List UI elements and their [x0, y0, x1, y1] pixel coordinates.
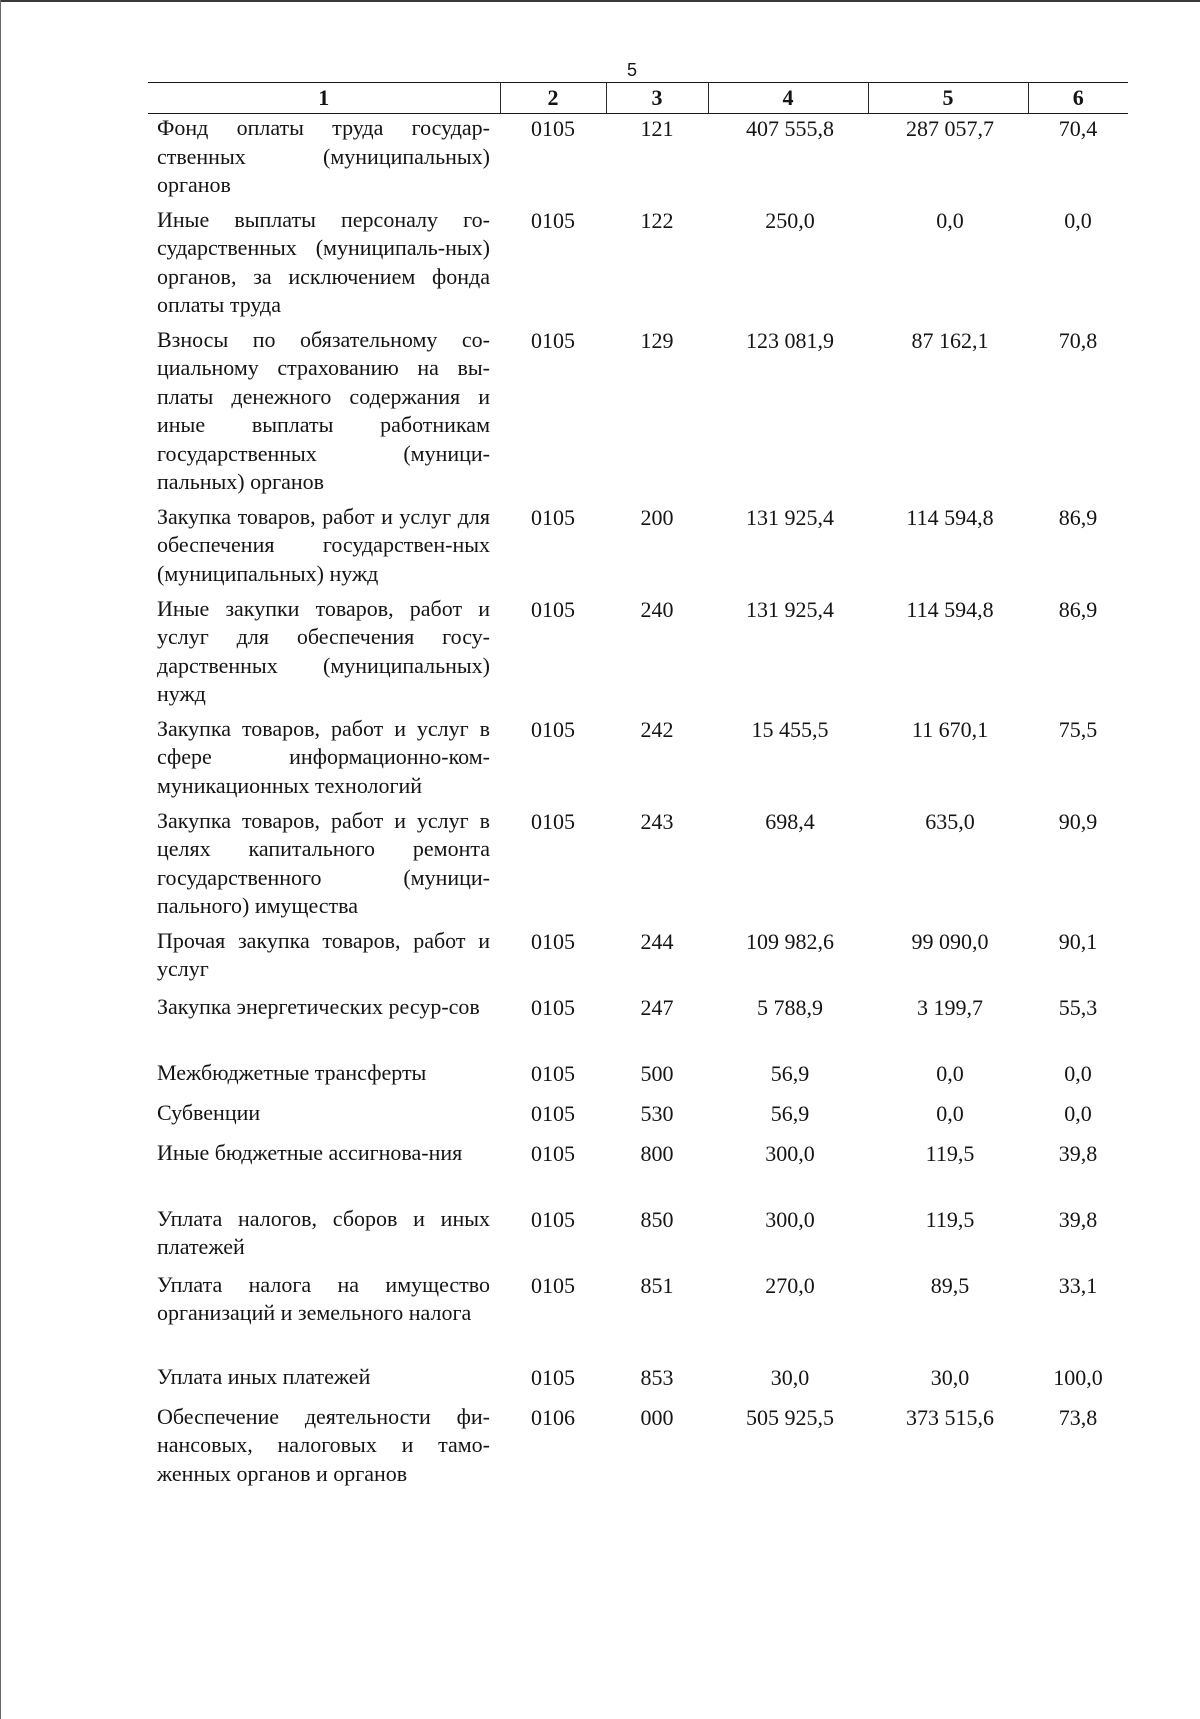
header-col-1: 1	[148, 83, 500, 114]
table-row	[148, 993, 1128, 1059]
header-col-3: 3	[606, 83, 708, 114]
table-row	[148, 715, 1128, 807]
table-row	[148, 326, 1128, 503]
row-execution-percent: 70,8	[1058, 327, 1098, 353]
row-section-code: 0105	[531, 994, 575, 1020]
row-section-code: 0105	[531, 716, 575, 742]
row-execution-percent: 0,0	[1064, 207, 1092, 233]
table-row	[148, 1363, 1128, 1403]
header-col-6: 6	[1028, 83, 1128, 114]
row-planned-amount: 131 925,4	[746, 504, 834, 530]
row-executed-amount: 99 090,0	[911, 928, 989, 954]
row-execution-percent: 0,0	[1064, 1060, 1092, 1086]
row-expense-code: 200	[640, 504, 674, 530]
row-planned-amount: 123 081,9	[746, 327, 834, 353]
row-name: Закупка товаров, работ и услуг в целях капитального ремонта государственного (муници-пального) имущества	[157, 807, 490, 918]
row-executed-amount: 635,0	[925, 808, 975, 834]
row-executed-amount: 0,0	[936, 1060, 964, 1086]
table-header	[148, 83, 1128, 114]
row-planned-amount: 56,9	[770, 1060, 810, 1086]
row-section-code: 0105	[531, 1206, 575, 1232]
row-executed-amount: 3 199,7	[917, 994, 983, 1020]
row-expense-code: 121	[640, 116, 674, 141]
table-row	[148, 1271, 1128, 1363]
row-section-code: 0105	[531, 1100, 575, 1126]
row-expense-code: 240	[640, 596, 674, 622]
scan-edge-left	[0, 0, 1, 1719]
row-expense-code: 000	[640, 1404, 674, 1430]
row-execution-percent: 90,1	[1058, 928, 1098, 954]
row-name: Обеспечение деятельности фи-нансовых, налоговых и тамо-женных органов и органов	[157, 1403, 490, 1486]
row-planned-amount: 30,0	[770, 1364, 810, 1390]
header-col-5: 5	[868, 83, 1028, 114]
row-executed-amount: 89,5	[930, 1272, 970, 1298]
row-name: Иные выплаты персоналу го-сударственных (муниципаль-ных) органов, за исключением фонда оплаты труда	[157, 206, 490, 317]
row-section-code: 0105	[531, 504, 575, 530]
row-execution-percent: 55,3	[1058, 994, 1098, 1020]
row-execution-percent: 90,9	[1058, 808, 1098, 834]
row-name: Субвенции	[157, 1099, 261, 1125]
row-section-code: 0105	[531, 596, 575, 622]
row-execution-percent: 39,8	[1058, 1140, 1098, 1166]
row-name: Уплата налогов, сборов и иных платежей	[157, 1205, 490, 1259]
row-section-code: 0106	[531, 1404, 575, 1430]
row-executed-amount: 287 057,7	[906, 116, 994, 141]
row-expense-code: 243	[640, 808, 674, 834]
header-row	[148, 83, 1128, 114]
row-executed-amount: 114 594,8	[906, 504, 994, 530]
row-executed-amount: 87 162,1	[911, 327, 989, 353]
row-executed-amount: 373 515,6	[906, 1404, 994, 1430]
row-expense-code: 850	[640, 1206, 674, 1232]
row-executed-amount: 119,5	[925, 1140, 975, 1166]
table-row	[148, 1099, 1128, 1139]
row-name: Взносы по обязательному со-циальному страхованию на вы-платы денежного содержания и иные выплаты работникам государственных (муници-пальных) органов	[157, 326, 490, 494]
row-section-code: 0105	[531, 808, 575, 834]
row-section-code: 0105	[531, 1060, 575, 1086]
row-executed-amount: 30,0	[930, 1364, 970, 1390]
row-name: Закупка товаров, работ и услуг для обеспечения государствен-ных (муниципальных) нужд	[157, 503, 490, 586]
scan-edge-top	[0, 0, 1200, 2]
row-name: Уплата налога на имущество организаций и земельного налога	[157, 1271, 490, 1325]
row-planned-amount: 505 925,5	[746, 1404, 834, 1430]
row-expense-code: 530	[640, 1100, 674, 1126]
row-planned-amount: 407 555,8	[746, 116, 834, 141]
row-execution-percent: 73,8	[1058, 1404, 1098, 1430]
row-name: Прочая закупка товаров, работ и услуг	[157, 927, 490, 981]
row-section-code: 0105	[531, 116, 575, 141]
row-expense-code: 129	[640, 327, 674, 353]
table-row	[148, 503, 1128, 595]
row-name: Закупка энергетических ресур-сов	[157, 993, 480, 1019]
row-section-code: 0105	[531, 207, 575, 233]
row-executed-amount: 0,0	[936, 207, 964, 233]
row-planned-amount: 56,9	[770, 1100, 810, 1126]
table-body	[148, 114, 1128, 1495]
row-planned-amount: 109 982,6	[746, 928, 834, 954]
header-col-2: 2	[500, 83, 606, 114]
row-planned-amount: 131 925,4	[746, 596, 834, 622]
row-section-code: 0105	[531, 928, 575, 954]
row-execution-percent: 33,1	[1058, 1272, 1098, 1298]
row-expense-code: 247	[640, 994, 674, 1020]
row-name: Закупка товаров, работ и услуг в сфере информационно-ком-муникационных технологий	[157, 715, 490, 798]
row-expense-code: 851	[640, 1272, 674, 1298]
row-execution-percent: 100,0	[1053, 1364, 1103, 1390]
table-row	[148, 1205, 1128, 1271]
row-planned-amount: 300,0	[765, 1140, 815, 1166]
row-section-code: 0105	[531, 1272, 575, 1298]
table-row	[148, 927, 1128, 993]
table-row	[148, 1403, 1128, 1495]
row-name: Иные закупки товаров, работ и услуг для обеспечения госу-дарственных (муниципальных) нужд	[157, 595, 490, 706]
row-planned-amount: 270,0	[765, 1272, 815, 1298]
row-executed-amount: 119,5	[925, 1206, 975, 1232]
row-section-code: 0105	[531, 1364, 575, 1390]
row-executed-amount: 114 594,8	[906, 596, 994, 622]
row-executed-amount: 11 670,1	[911, 716, 989, 742]
row-expense-code: 500	[640, 1060, 674, 1086]
row-expense-code: 244	[640, 928, 674, 954]
row-planned-amount: 15 455,5	[751, 716, 829, 742]
row-section-code: 0105	[531, 327, 575, 353]
row-expense-code: 853	[640, 1364, 674, 1390]
row-name: Иные бюджетные ассигнова-ния	[157, 1139, 463, 1165]
row-expense-code: 800	[640, 1140, 674, 1166]
table-row	[148, 1059, 1128, 1099]
row-execution-percent: 70,4	[1058, 116, 1098, 141]
row-expense-code: 122	[640, 207, 674, 233]
table-row	[148, 807, 1128, 927]
header-col-4: 4	[708, 83, 868, 114]
table-row	[148, 1139, 1128, 1205]
row-planned-amount: 250,0	[765, 207, 815, 233]
row-name: Межбюджетные трансферты	[157, 1059, 427, 1085]
row-name: Фонд оплаты труда государ-ственных (муниципальных) органов	[157, 115, 490, 197]
table-row	[148, 595, 1128, 715]
row-execution-percent: 75,5	[1058, 716, 1098, 742]
row-planned-amount: 698,4	[765, 808, 815, 834]
row-execution-percent: 86,9	[1058, 596, 1098, 622]
table-row	[148, 114, 1128, 206]
row-execution-percent: 86,9	[1058, 504, 1098, 530]
row-execution-percent: 0,0	[1064, 1100, 1092, 1126]
row-planned-amount: 5 788,9	[757, 994, 823, 1020]
budget-table	[148, 82, 1128, 1495]
row-executed-amount: 0,0	[936, 1100, 964, 1126]
page-number: 5	[626, 60, 637, 80]
row-execution-percent: 39,8	[1058, 1206, 1098, 1232]
row-section-code: 0105	[531, 1140, 575, 1166]
table-row	[148, 206, 1128, 326]
row-expense-code: 242	[640, 716, 674, 742]
row-name: Уплата иных платежей	[157, 1363, 371, 1389]
row-planned-amount: 300,0	[765, 1206, 815, 1232]
